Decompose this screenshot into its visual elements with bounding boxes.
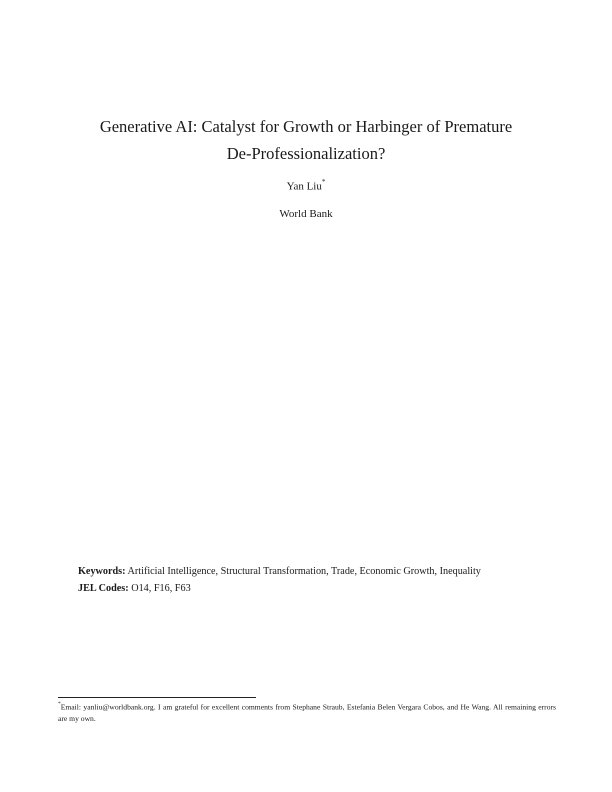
footnote-mark: * (58, 701, 61, 707)
jel-codes-line (78, 583, 568, 594)
paper-title-line-2: De-Professionalization? (226, 144, 386, 163)
keywords-text: Artificial Intelligence, Structural Transformation, Trade, Economic Growth, Inequality (127, 566, 481, 577)
author-name: Yan Liu (286, 180, 322, 193)
paper-title-line-1: Generative AI: Catalyst for Growth or Harbinger of Premature (99, 117, 513, 136)
footnote-text: Email: yanliu@worldbank.org. I am grateful for excellent comments from Stephane Straub, Estefania Belen Vergara Cobos, and He Wang. All remaining errors are my own. (58, 702, 556, 724)
affiliation: World Bank (279, 208, 333, 220)
author-footnote-mark: * (321, 178, 326, 186)
footnote-divider (58, 697, 256, 698)
keywords-label: Keywords: (78, 566, 126, 577)
footnote (58, 700, 556, 725)
jel-codes-label: JEL Codes: (78, 583, 129, 594)
keywords-line (78, 566, 568, 577)
jel-codes-text: O14, F16, F63 (131, 583, 191, 594)
author (0, 179, 612, 193)
